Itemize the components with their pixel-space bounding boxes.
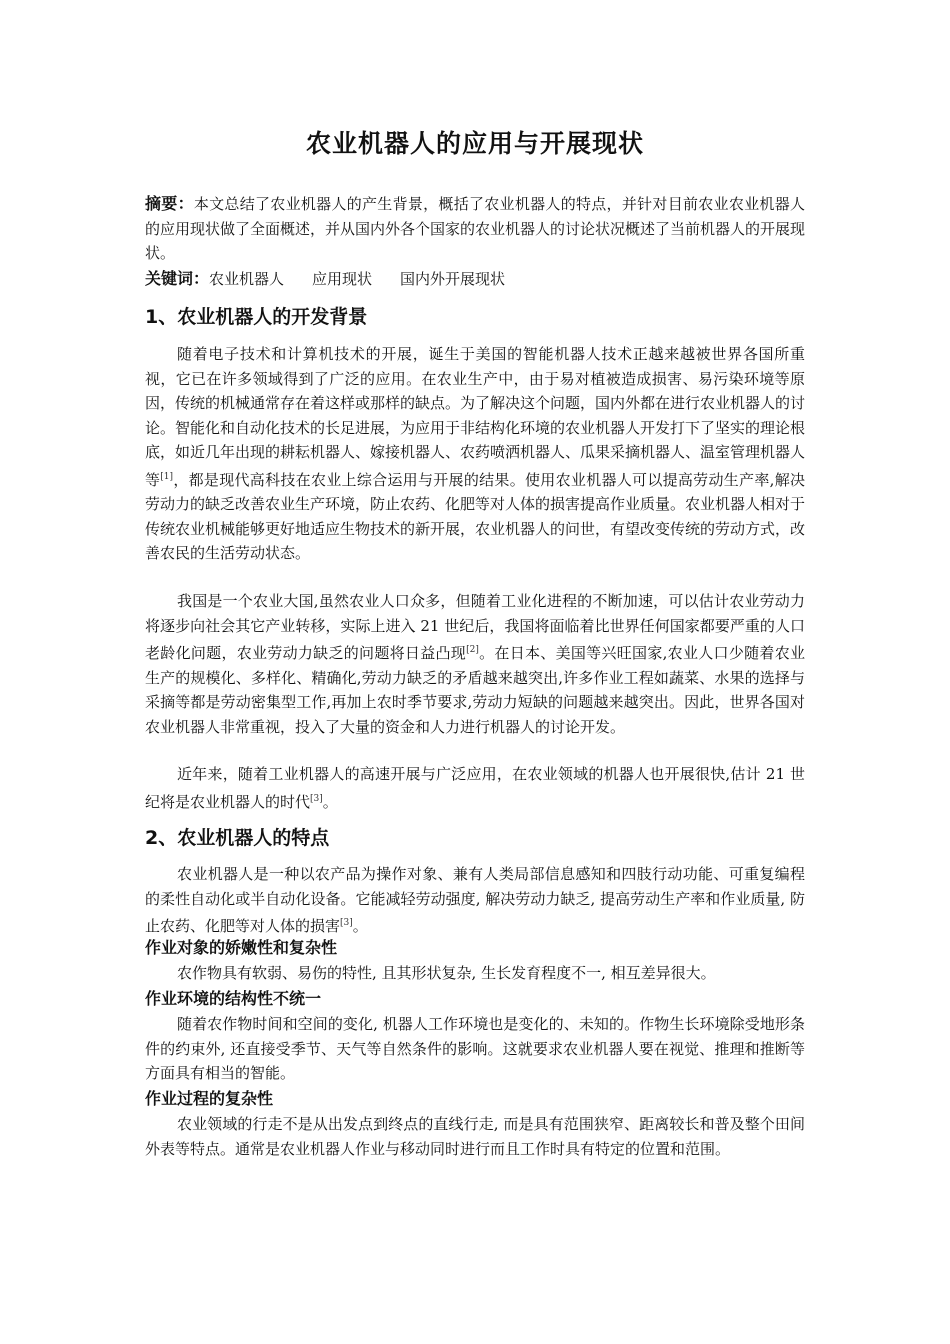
subsection-1-text: 农作物具有软弱、易伤的特性, 且其形状复杂, 生长发育程度不一, 相互差异很大。 — [177, 964, 716, 982]
citation: [3] — [310, 793, 323, 804]
section-1-paragraph-2 — [145, 589, 805, 739]
subheading-2: 作业环境的结构性不统一 — [145, 989, 322, 1008]
paragraph-text: 近年来，随着工业机器人的高速开展与广泛应用，在农业领域的机器人也开展很快,估计 21 世纪将是农业机器人的时代 — [145, 765, 805, 811]
section-1-heading: 1、农业机器人的开发背景 — [145, 306, 368, 328]
paragraph-text: 随着电子技术和计算机技术的开展，诞生于美国的智能机器人技术正越来越被世界各国所重视，它已在许多领域得到了广泛的应用。在农业生产中，由于易对植被造成损害、易污染环境等原因，传统的机械通常存在着这样或那样的缺点。为了解决这个问题，国内外都在进行农业机器人的讨论。智能化和自动化技术的长足进展，为应用于非结构化环境的农业机器人开发打下了坚实的理论根底，如近几年出现的耕耘机器人、嫁接机器人、农药喷洒机器人、瓜果采摘机器人、温室管理机器人等 — [145, 345, 806, 489]
paragraph-text: ，都是现代高科技在农业上综合运用与开展的结果。使用农业机器人可以提高劳动生产率,解决劳动力的缺乏改善农业生产环境，防止农药、化肥等对人体的损害提高作业质量。农业机器人相对于传统农业机械能够更好地适应生物技术的新开展，农业机器人的问世，有望改变传统的劳动方式，改善农民的生活劳动状态。 — [145, 470, 806, 562]
section-1-paragraph-1 — [145, 342, 805, 566]
paragraph-text: 。在日本、美国等兴旺国家,农业人口少随着农业生产的规模化、多样化、精确化,劳动力缺乏的矛盾越来越突出,许多作业工程如蔬菜、水果的选择与采摘等都是劳动密集型工作,再加上农时季节要求,劳动力短缺的问题越来越突出。因此，世界各国对农业机器人非常重视，投入了大量的资金和人力进行机器人的讨论开发。 — [145, 644, 805, 736]
abstract-label: 摘要： — [145, 194, 194, 213]
abstract — [145, 192, 805, 266]
keyword-item: 国内外开展现状 — [400, 270, 506, 288]
citation: [3] — [340, 918, 353, 928]
citation: [1] — [160, 471, 174, 482]
paragraph-text: 我国是一个农业大国,虽然农业人口众多，但随着工业化进程的不断加速，可以估计农业劳动力将逐步向社会其它产业转移，实际上进入 21 世纪后，我国将面临着比世界任何国家都要严重的人口老龄化问题，农业劳动力缺乏的问题将日益凸现 — [145, 592, 805, 662]
keyword-item: 应用现状 — [312, 270, 373, 288]
keywords-label: 关键词： — [145, 269, 210, 288]
section-1-paragraph-3 — [145, 762, 805, 814]
paragraph-text: 农业机器人是一种以农产品为操作对象、兼有人类局部信息感知和四肢行动功能、可重复编程的柔性自动化或半自动化设备。它能减轻劳动强度, 解决劳动力缺乏, 提高劳动生产率和作业质量, 防止农药、化肥等对人体的损害 — [145, 865, 805, 935]
section-2-paragraph-1 — [145, 862, 805, 939]
document-title: 农业机器人的应用与开展现状 — [305, 129, 644, 158]
section-2-heading: 2、农业机器人的特点 — [145, 827, 330, 849]
abstract-text: 本文总结了农业机器人的产生背景，概括了农业机器人的特点，并针对目前农业农业机器人的应用现状做了全面概述，并从国内外各个国家的农业机器人的讨论状况概述了当前机器人的开展现状。 — [145, 195, 806, 262]
keywords — [145, 267, 805, 292]
subheading-3: 作业过程的复杂性 — [145, 1089, 274, 1108]
subsection-3-text: 农业领域的行走不是从出发点到终点的直线行走, 而是具有范围狭窄、距离较长和普及整个田间外表等特点。通常是农业机器人作业与移动同时进行而且工作时具有特定的位置和范围。 — [145, 1115, 805, 1158]
paragraph-text: 。 — [352, 917, 368, 935]
subheading-1: 作业对象的娇嫩性和复杂性 — [145, 938, 338, 957]
paragraph-text: 。 — [322, 792, 338, 811]
citation: [2] — [466, 645, 479, 655]
subsection-2-text: 随着农作物时间和空间的变化, 机器人工作环境也是变化的、未知的。作物生长环境除受地形条件的约束外, 还直接受季节、天气等自然条件的影响。这就要求农业机器人要在视觉、推理和推断等方面具有相当的智能。 — [145, 1015, 805, 1082]
keyword-item: 农业机器人 — [209, 270, 285, 288]
